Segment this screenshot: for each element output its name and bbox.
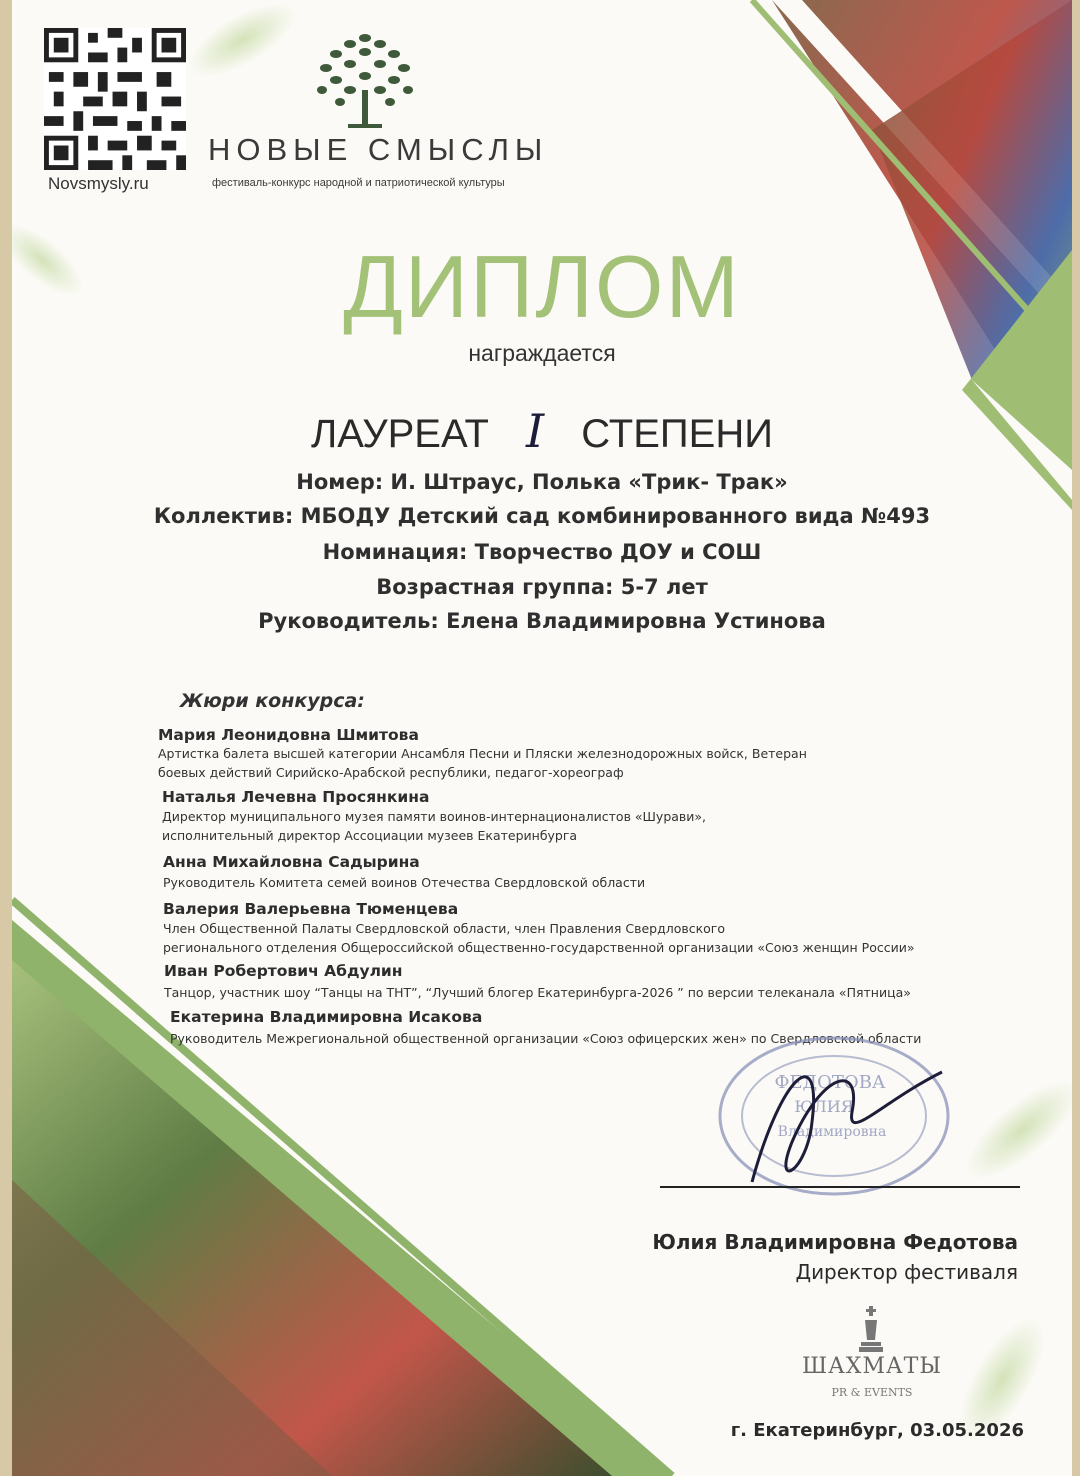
- jury-member-name: Иван Робертович Абдулин: [164, 962, 403, 980]
- jury-member-name: Валерия Валерьевна Тюменцева: [163, 900, 459, 918]
- jury-member-desc: Артистка балета высшей категории Ансамбля Песни и Пляски железнодорожных войск, Ветеран: [158, 746, 807, 761]
- partner-name: ШАХМАТЫ: [802, 1354, 942, 1379]
- director-role: Директор фестиваля: [795, 1260, 1018, 1284]
- info-number: Номер: И. Штраус, Полька «Трик- Трак»: [296, 470, 788, 494]
- jury-member-name: Наталья Лечевна Просянкина: [162, 788, 430, 806]
- site-url[interactable]: Novsmysly.ru: [48, 174, 149, 193]
- jury-member-desc: регионального отделения Общероссийской общественно-государственной организации «Союз женщин России»: [163, 940, 915, 955]
- diploma-title: ДИПЛОМ: [343, 237, 741, 336]
- director-name: Юлия Владимировна Федотова: [652, 1230, 1018, 1254]
- jury-member-desc: боевых действий Сирийско-Арабской республики, педагог-хореограф: [158, 765, 624, 780]
- jury-title: Жюри конкурса:: [180, 690, 365, 712]
- degree-before: ЛАУРЕАТ: [311, 412, 489, 456]
- awarded-label: награждается: [468, 340, 616, 366]
- info-leader: Руководитель: Елена Владимировна Устинова: [258, 609, 826, 633]
- tree-logo-icon: [304, 28, 426, 134]
- info-nomination: Номинация: Творчество ДОУ и СОШ: [322, 540, 762, 564]
- degree-line: [12, 404, 1072, 458]
- svg-text:ФЕДОТОВА: ФЕДОТОВА: [774, 1072, 886, 1093]
- svg-text:Владимировна: Владимировна: [777, 1124, 887, 1140]
- jury-member-name: Мария Леонидовна Шмитова: [158, 726, 419, 744]
- signature-line: [660, 1186, 1020, 1188]
- jury-member-desc: Директор муниципального музея памяти воинов-интернационалистов «Шурави»,: [162, 809, 707, 824]
- partner-subtitle: PR & EVENTS: [831, 1386, 913, 1399]
- jury-member-desc: Руководитель Комитета семей воинов Отечества Свердловской области: [163, 875, 646, 890]
- jury-member-desc: Член Общественной Палаты Свердловской области, член Правления Свердловского: [163, 921, 725, 936]
- chess-king-icon: [858, 1306, 884, 1352]
- qr-code-icon: [44, 28, 186, 170]
- jury-member-desc: исполнительный директор Ассоциации музеев Екатеринбурга: [162, 828, 578, 843]
- brand-name: НОВЫЕ СМЫСЛЫ: [208, 132, 549, 167]
- svg-text:ЮЛИЯ: ЮЛИЯ: [794, 1097, 854, 1116]
- info-age-group: Возрастная группа: 5-7 лет: [376, 575, 708, 599]
- stamp-icon: [712, 1032, 952, 1202]
- degree-handwritten: I: [526, 404, 545, 458]
- brand-subtitle: фестиваль-конкурс народной и патриотической культуры: [212, 177, 505, 189]
- jury-member-name: Екатерина Владимировна Исакова: [170, 1008, 483, 1026]
- jury-member-desc: Руководитель Межрегиональной общественной организации «Союз офицерских жен» по Свердловской области: [170, 1031, 922, 1046]
- degree-after: СТЕПЕНИ: [581, 412, 773, 456]
- jury-member-desc: Танцор, участник шоу “Танцы на ТНТ”, “Лучший блогер Екатеринбурга-2026 ” по версии телеканала «Пятница»: [164, 985, 911, 1000]
- info-collective: Коллектив: МБОДУ Детский сад комбинированного вида №493: [153, 504, 931, 528]
- jury-member-name: Анна Михайловна Садырина: [163, 853, 420, 871]
- diploma-sheet: [12, 0, 1072, 1476]
- city-date: г. Екатеринбург, 03.05.2026: [730, 1420, 1024, 1441]
